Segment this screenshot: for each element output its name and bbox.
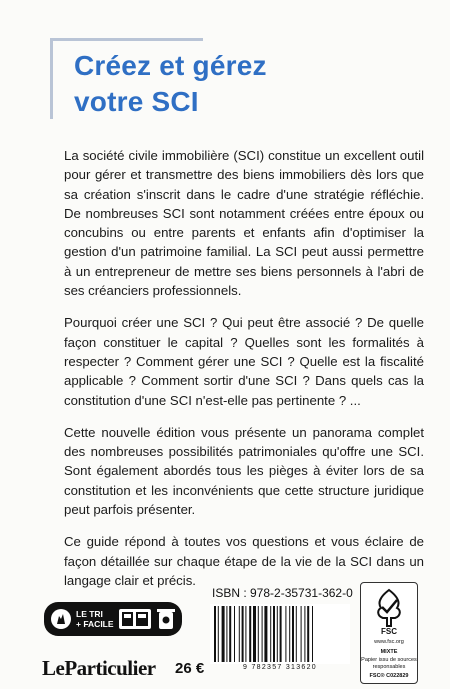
fsc-desc: Papier issu de sources responsables <box>361 657 417 670</box>
barcode-bar <box>234 606 235 662</box>
triman-icon <box>50 608 72 630</box>
barcode-bar <box>222 606 225 662</box>
blurb-paragraph-4: Ce guide répond à toutes vos questions et vous éclaire de façon détaillée sur chaque étape de la vie de la SCI dans un langage clair et précis. <box>64 534 424 588</box>
le-tri-facile-logo <box>44 602 182 636</box>
barcode-bar <box>262 606 263 662</box>
barcode-bar <box>258 606 259 662</box>
barcode-bar <box>218 606 219 662</box>
barcode-bar <box>280 606 282 662</box>
barcode-bar <box>239 606 240 662</box>
barcode-bar <box>277 606 278 662</box>
barcode-bar <box>273 606 275 662</box>
fsc-url: www.fsc.org <box>374 639 404 645</box>
barcode-bar <box>304 606 305 662</box>
barcode-bar <box>285 606 286 662</box>
barcode-bar <box>307 606 309 662</box>
title-line-2: votre SCI <box>74 86 199 117</box>
tri-text <box>76 609 114 629</box>
barcode-bar <box>301 606 302 662</box>
book-title <box>74 48 267 120</box>
recycling-info <box>44 594 182 644</box>
barcode-bar <box>312 606 313 662</box>
barcode-bar <box>226 606 227 662</box>
barcode-bar <box>270 606 271 662</box>
fsc-mixte: MIXTE <box>380 649 398 655</box>
barcode <box>210 604 350 664</box>
blurb-paragraph-1: La société civile immobilière (SCI) constitue un excellent outil pour gérer et transmettre des biens immobiliers dès lors que sa création s'inscrit dans le cadre d'une stratégie réfléchie. De nombreuses SCI sont notamment créées entre époux ou concubins ou entre parents et enfants afin d'optimiser la gestion d'un patrimoine familial. La SCI peut aussi permettre à un entrepreneur de mettre ses biens personnels à l'abri de ses créanciers professionnels. <box>64 148 424 299</box>
price: 26 € <box>175 660 205 677</box>
barcode-bar <box>253 606 256 662</box>
title-line-1: Créez et gérez <box>74 50 267 81</box>
blurb-paragraph-2: Pourquoi créer une SCI ? Qui peut être associé ? De quelle façon constituer le capital ? Quelles sont les formalités à respecter ? Comment gérer une SCI ? Quelle est la fiscalité applicable ? Comment sortir d'une SCI ? Dans quels cas la constitution d'une SCI n'est-elle pas pertinente ? ... <box>64 315 424 408</box>
fsc-code: FSC® C022829 <box>369 673 409 679</box>
tri-line-1: LE TRI <box>76 609 103 619</box>
barcode-bar <box>229 606 231 662</box>
barcode-bar <box>292 606 294 662</box>
fsc-label <box>360 582 418 684</box>
blurb <box>64 146 424 603</box>
barcode-bar <box>296 606 297 662</box>
barcode-bar <box>264 606 267 662</box>
barcode-bar <box>245 606 246 662</box>
tree-checkmark-icon <box>363 586 415 630</box>
barcode-bar <box>214 606 216 662</box>
isbn: ISBN : 978-2-35731-362-0 <box>212 586 353 600</box>
barcode-bar <box>249 606 251 662</box>
bin-icon <box>156 607 176 631</box>
blurb-paragraph-3: Cette nouvelle édition vous présente un panorama complet des nombreuses possibilités patrimoniales qu'offre une SCI. Sont également abordés tous les pièges à éviter lors de sa constitution et les inconvénients que cette structure juridique peut parfois présenter. <box>64 424 424 518</box>
recycle-icon <box>118 606 152 632</box>
fsc-brand: FSC <box>381 627 397 636</box>
tri-line-2: + FACILE <box>76 619 114 629</box>
barcode-digits: 9 782357 313620 <box>243 664 317 671</box>
barcode-bar <box>242 606 244 662</box>
barcode-bar <box>289 606 290 662</box>
publisher-logo: LeParticulier <box>42 656 156 680</box>
